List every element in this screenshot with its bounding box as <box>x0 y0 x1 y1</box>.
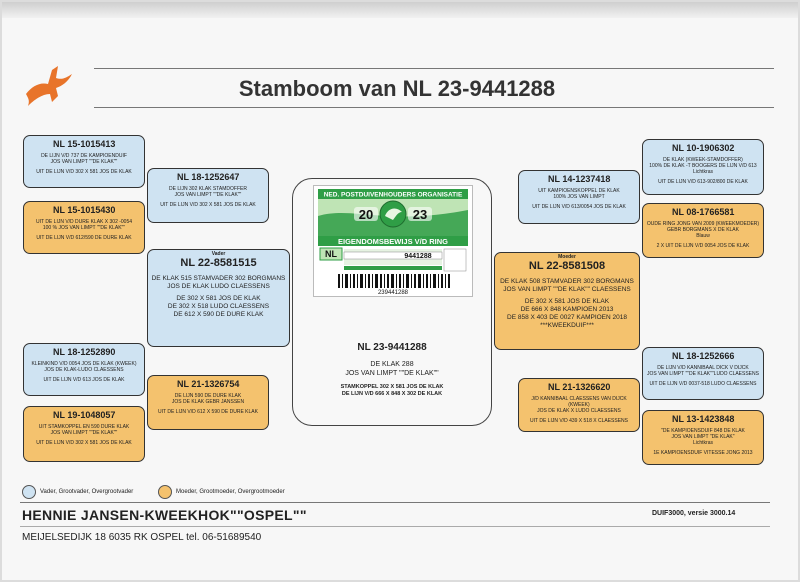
box-line: DE 302 X 518 LUDO CLAESSENS <box>167 303 270 310</box>
legend-female-label: Moeder, Grootmoeder, Overgrootmoeder <box>176 489 285 495</box>
box-line: JOS VAN LIMPT ""DE KLAK"" <box>50 430 118 436</box>
pedigree-box-vader <box>147 249 290 347</box>
box-line: UIT STAMKOPPEL EN 590 DURE KLAK <box>38 424 130 430</box>
subject-panel <box>292 178 492 426</box>
ring-card-graphic <box>314 186 472 296</box>
box-line: JOS VAN LIMPT ""DE KLAK""LUDO CLAESSENS <box>647 371 759 377</box>
footer-rule <box>20 502 770 503</box>
title-rule-bottom <box>94 107 774 108</box>
box-line: UIT DE LIJN V/D 613 JOS DE KLAK <box>43 377 125 383</box>
box-line: DE LIJN 302 KLAK STAMDOFFER <box>169 186 247 192</box>
box-line: DE 612 X 590 DE DURE KLAK <box>173 311 264 318</box>
box-line: "DE KAMPIOENSDUIF 848 DE KLAK <box>661 428 745 434</box>
ring-number: NL 18-1252647 <box>177 172 240 182</box>
subject-name-line: JOS VAN LIMPT ""DE KLAK"" <box>345 370 439 377</box>
pedigree-box-moeder-moeder <box>518 378 640 432</box>
box-line: 100% DE KLAK -T BOOGERS DE LIJN V/D 613 <box>649 163 757 169</box>
breeder-name: HENNIE JANSEN-KWEEKHOK""OSPEL"" <box>22 507 307 523</box>
box-line: DE 302 X 581 JOS DE KLAK <box>176 295 261 302</box>
box-line: DE KLAK (KWEEK-STAMDOFFER) <box>663 157 743 163</box>
pedigree-box-vader-vader <box>147 168 269 223</box>
box-line: UIT DE LIJN V/D 302 X 581 JOS DE KLAK <box>36 440 132 446</box>
title-rule-top <box>94 68 774 69</box>
subject-parent-line: STAMKOPPEL 302 X 581 JOS DE KLAK <box>340 384 444 390</box>
pedigree-box-moeder-moeder-moeder <box>642 410 764 465</box>
ring-number: NL 19-1048057 <box>53 410 116 420</box>
ring-card-org: NED. POSTDUIVENHOUDERS ORGANISATIE <box>323 191 463 199</box>
ring-card-year-left: 20 <box>358 207 374 222</box>
box-line: UIT DE LIJN V/D 439 X 518 X CLAESSENS <box>529 418 628 424</box>
ring-card-heading: EIGENDOMSBEWIJS V/D RING <box>337 237 449 246</box>
box-line: DE LIJN 590 DE DURE KLAK <box>174 393 242 399</box>
page-title: Stamboom van NL 23-9441288 <box>238 76 556 101</box>
box-line: JOS DE KLAK X LUDO CLAESSENS <box>537 408 621 414</box>
box-line: GEBR BORGMANS X DE KLAK <box>667 227 739 233</box>
pedigree-box-moeder-vader <box>518 170 640 224</box>
box-line: ***KWEEKDUIF*** <box>540 322 594 329</box>
box-line: JOS VAN LIMPT ""DE KLAK"" <box>174 192 242 198</box>
box-line: DE 858 X 403 DE 0027 KAMPIOEN 2018 <box>507 314 627 321</box>
pedigree-box-moeder <box>494 252 640 350</box>
box-line: DE KLAK 515 STAMVADER 302 BORGMANS <box>151 275 286 282</box>
legend-male-swatch <box>22 485 36 499</box>
pedigree-box-vader-moeder-vader <box>23 343 145 396</box>
subject-parent-line: DE LIJN V/D 666 X 848 X 302 DE KLAK <box>341 391 443 397</box>
ring-number: NL 10-1906302 <box>672 143 735 153</box>
ring-number: NL 15-1015430 <box>53 205 116 215</box>
ring-number: NL 22-8581515 <box>180 257 257 269</box>
pedigree-box-moeder-moeder-vader <box>642 347 764 400</box>
footer-rule-2 <box>20 526 770 527</box>
subject-ring: NL 23-9441288 <box>357 342 427 353</box>
box-line: JOS VAN LIMPT ""DE KLAK"" <box>50 159 118 165</box>
box-line: UIT DE LIJN V/D 612 X 590 DE DURE KLAK <box>158 409 258 415</box>
box-line: UIT DE LIJN V/D 302 X 581 JOS DE KLAK <box>160 202 256 208</box>
box-line: DE LIJN V/D 737 DE KAMPIOENDUIF <box>41 153 127 159</box>
box-line: Blauw <box>696 233 710 239</box>
legend-female <box>158 485 285 499</box>
box-line: UIT DE LIJN V/D DURE KLAK X 302 -0054 <box>35 219 133 225</box>
software-version: DUIF3000, versie 3000.14 <box>652 510 736 517</box>
box-line: DE 666 X 848 KAMPIOEN 2013 <box>520 306 614 313</box>
ring-number: NL 21-1326620 <box>548 382 611 392</box>
box-line: Lichtkras <box>692 440 713 446</box>
box-line: JOS VAN LIMPT "DE KLAK" <box>671 434 735 440</box>
pedigree-box-vader-vader-moeder <box>23 201 145 254</box>
box-line: OUDE RING JONG VAN 2009 (KWEEKMOEDER) <box>646 221 760 227</box>
ring-number: NL 22-8581508 <box>528 260 606 272</box>
pedigree-sheet <box>2 2 798 580</box>
breeder-address: MEIJELSEDIJK 18 6035 RK OSPEL tel. 06-51689540 <box>22 532 262 543</box>
role-label: Vader <box>211 251 226 257</box>
legend-male-label: Vader, Grootvader, Overgrootvader <box>40 489 134 495</box>
ring-card-year-right: 23 <box>412 207 428 222</box>
box-line: 100 % JOS VAN LIMPT ""DE KLAK"" <box>42 225 126 231</box>
pedigree-box-vader-vader-vader <box>23 135 145 188</box>
box-line: UIT DE LIJN V/D 0037-518 LUDO CLAESSENS <box>649 381 757 387</box>
box-line: 100% JOS VAN LIMPT <box>553 194 605 200</box>
pedigree-box-moeder-vader-moeder <box>642 203 764 258</box>
box-line: JOS VAN LIMPT ""DE KLAK"" CLAESSENS <box>503 286 631 293</box>
box-line: UIT DE LIJN V/D 613/0054 JOS DE KLAK <box>532 204 626 210</box>
box-line: UIT DE LIJN V/D 612/590 DE DURE KLAK <box>36 235 132 241</box>
box-line: JOS DE KLAK-LUDO CLAESSENS <box>44 367 124 373</box>
box-line: DE 302 X 581 JOS DE KLAK <box>524 298 610 305</box>
ring-ownership-card <box>313 185 473 297</box>
box-line: JOS DE KLAK LUDO CLAESSENS <box>167 283 270 290</box>
pedigree-box-moeder-vader-vader <box>642 139 764 195</box>
ring-number: NL 18-1252666 <box>672 351 735 361</box>
ring-number: NL 13-1423848 <box>672 414 735 424</box>
bird-logo-icon <box>22 60 74 112</box>
box-line: UIT KAMPIOENSKOPPEL DE KLAK <box>538 188 620 194</box>
pedigree-box-vader-moeder <box>147 375 269 430</box>
box-line: JOS DE KLAK GEBR JANSSEN <box>171 399 245 405</box>
box-line: UIT DE LIJN V/D 613-902/800 DE KLAK <box>658 179 748 185</box>
legend-female-swatch <box>158 485 172 499</box>
box-line: UIT DE LIJN V/D 302 X 581 JOS DE KLAK <box>36 169 132 175</box>
ring-number: NL 14-1237418 <box>548 174 611 184</box>
box-line: DE LIJN V/D KANNIBAAL DICK V DIJCK <box>657 365 749 371</box>
box-line: 1E KAMPIOENSDUIF VITESSE JONG 2013 <box>653 450 753 456</box>
pedigree-box-vader-moeder-moeder <box>23 406 145 462</box>
box-line: Lichtkras <box>692 169 713 175</box>
barcode-icon <box>338 274 450 288</box>
ring-number: NL 15-1015413 <box>53 139 116 149</box>
ring-number: NL 21-1326754 <box>177 379 240 389</box>
box-line: KLEINKIND V/D 0054 JOS DE KLAK (KWEEK) <box>31 361 137 367</box>
legend-male <box>22 485 133 499</box>
box-line: 2 X UIT DE LIJN V/D 0054 JOS DE KLAK <box>656 243 750 249</box>
subject-name-line: DE KLAK 288 <box>370 361 414 368</box>
box-line: DE KLAK 508 STAMVADER 302 BORGMANS <box>500 278 634 285</box>
role-label: Moeder <box>558 254 576 260</box>
ring-card-country: NL <box>325 249 337 259</box>
barcode-number: 239441288 <box>377 290 409 296</box>
ring-number: NL 08-1766581 <box>672 207 735 217</box>
ring-card-number: 9441288 <box>404 253 432 260</box>
ring-number: NL 18-1252890 <box>53 347 116 357</box>
box-line: J/D KANNIBAAL CLAESSENS VAN DIJCK (KWEEK) <box>531 396 627 408</box>
